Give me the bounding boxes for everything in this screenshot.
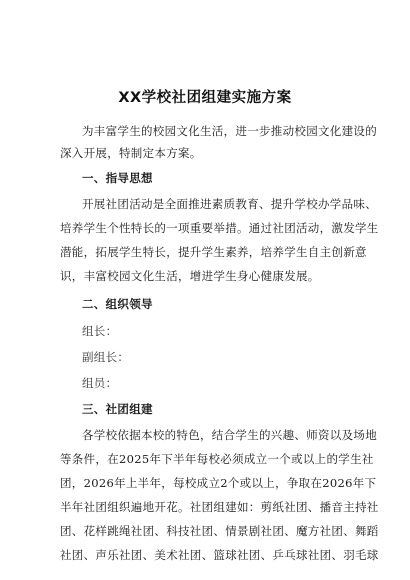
role-leader: 组长： <box>82 324 118 338</box>
intro-line-2: 深入开展，特制定本方案。 <box>60 146 202 160</box>
section3-line-2: 等条件，在2025年下半年每校必须成立一个或以上的学生社 <box>60 452 374 466</box>
section3-line-6: 社团、声乐社团、美术社团、篮球社团、乒乓球社团、羽毛球 <box>60 548 379 562</box>
role-members: 组员： <box>82 376 118 390</box>
section3-line-1: 各学校依据本校的特色，结合学生的兴趣、师资以及场地 <box>82 428 377 442</box>
section-heading-club-formation: 三、社团组建 <box>82 402 153 416</box>
document-title: XX学校社团组建实施方案 <box>118 90 292 106</box>
section1-line-2: 培养学生个性特长的一项重要举措。通过社团活动，激发学生 <box>60 221 379 235</box>
section1-line-1: 开展社团活动是全面推进素质教育、提升学校办学品味、 <box>82 197 377 211</box>
section-heading-guiding-ideology: 一、指导思想 <box>82 171 153 185</box>
intro-line-1: 为丰富学生的校园文化生活，进一步推动校园文化建设的 <box>82 124 377 138</box>
section1-line-3: 潜能，拓展学生特长，提升学生素养，培养学生自主创新意 <box>60 245 367 259</box>
section3-line-5: 团、花样跳绳社团、科技社团、情景剧社团、魔方社团、舞蹈 <box>60 524 379 538</box>
section1-line-4: 识，丰富校园文化生活，增进学生身心健康发展。 <box>60 269 320 283</box>
section3-line-3: 团，2026年上半年，每校成立2个或以上，争取在2026年下 <box>60 476 377 490</box>
role-deputy-leader: 副组长： <box>82 350 130 364</box>
section3-line-4: 半年社团组织遍地开花。社团组建如：剪纸社团、播音主持社 <box>60 500 379 514</box>
section-heading-organization: 二、组织领导 <box>82 297 153 311</box>
